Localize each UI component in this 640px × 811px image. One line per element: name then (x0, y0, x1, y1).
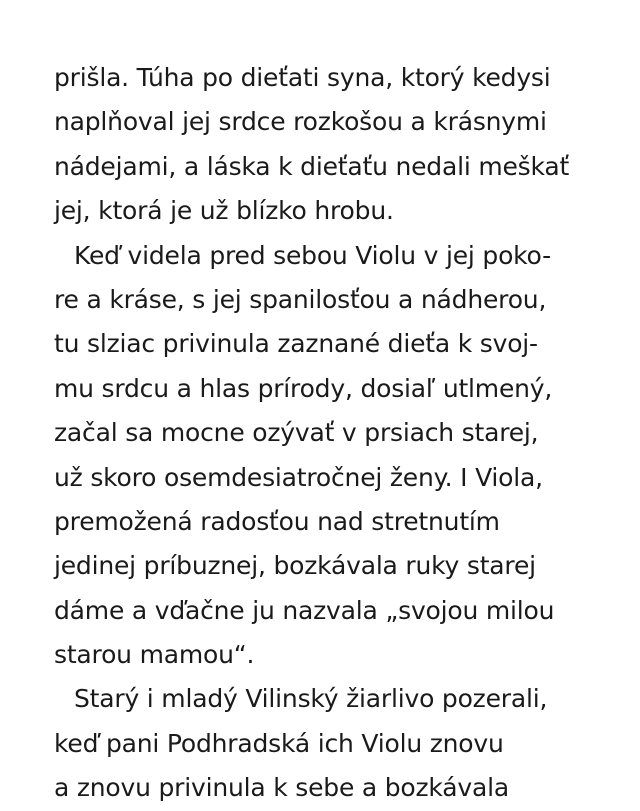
text-line: naplňoval jej srdce rozkošou a krásnymi (54, 107, 547, 137)
text-body (54, 56, 594, 811)
text-line: keď pani Podhradská ich Violu znovu (54, 728, 504, 758)
text-line: nádejami, a láska k dieťaťu nedali meškať (54, 151, 570, 181)
text-line: jedinej príbuznej, bozkávala ruky starej (54, 551, 536, 581)
text-line: už skoro osemdesiatročnej ženy. I Viola, (54, 462, 543, 492)
text-line: a znovu privinula k sebe a bozkávala (54, 773, 509, 803)
paragraph-start-line: Starý i mladý Vilinský žiarlivo pozerali, (74, 684, 548, 714)
text-line: prišla. Túha po dieťati syna, ktorý kedysi (54, 63, 551, 92)
text-line: začal sa mocne ozývať v prsiach starej, (54, 418, 539, 448)
text-line: starou mamou“. (54, 640, 255, 670)
text-line: premožená radosťou nad stretnutím (54, 506, 500, 536)
text-line: jej, ktorá je už blízko hrobu. (54, 196, 394, 226)
text-line: dáme a vďačne ju nazvala „svojou milou (54, 595, 555, 625)
text-line: re a kráse, s jej spanilosťou a nádherou, (54, 284, 547, 314)
text-line: tu slziac privinula zaznané dieťa k svoj- (54, 329, 538, 359)
paragraph-start-line: Keď videla pred sebou Violu v jej poko- (74, 240, 551, 270)
text-line: mu srdcu a hlas prírody, dosiaľ utlmený, (54, 373, 553, 403)
